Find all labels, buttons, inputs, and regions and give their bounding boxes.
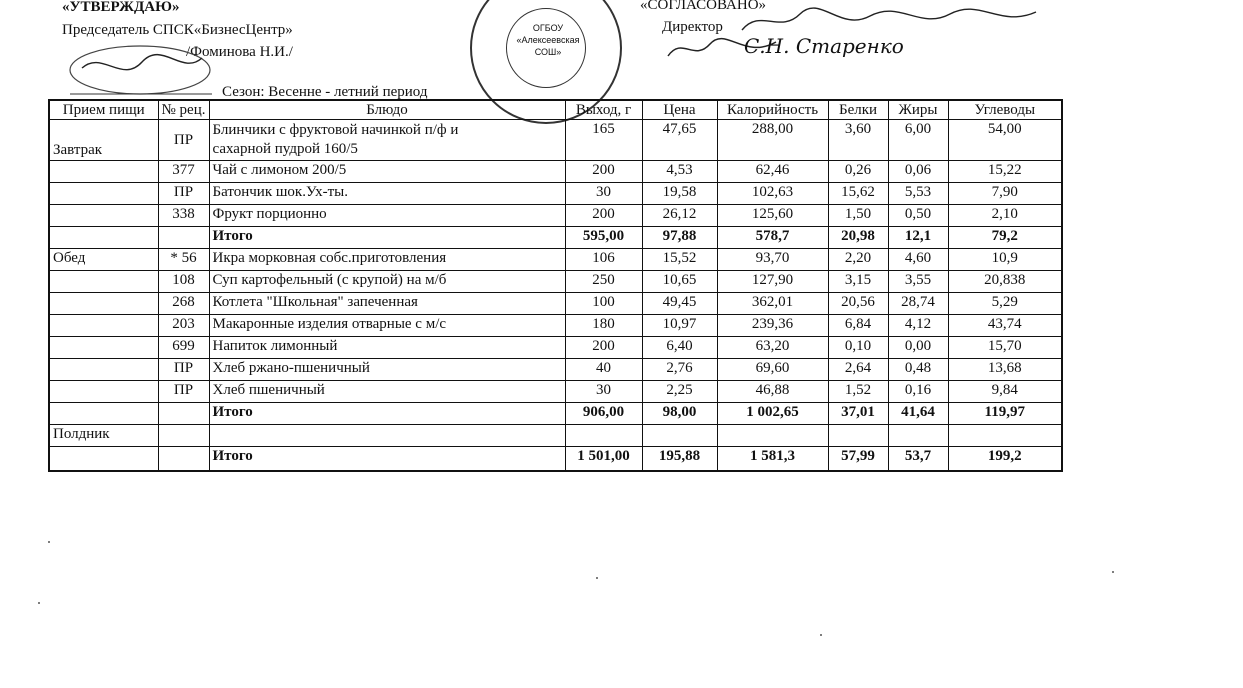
carbs-cell: 2,10: [948, 205, 1062, 227]
chairman-signature: [62, 40, 212, 96]
output-cell: 100: [565, 293, 642, 315]
director-label: Директор: [662, 19, 723, 35]
meal-label: Обед: [49, 249, 158, 271]
col-price: Цена: [642, 100, 717, 120]
table-row: [49, 359, 1062, 381]
carbs-cell: 15,22: [948, 161, 1062, 183]
table-row: [49, 337, 1062, 359]
col-fat: Жиры: [888, 100, 948, 120]
chairman-name: /Фоминова Н.И./: [186, 44, 293, 60]
agreed-title: «СОГЛАСОВАНО»: [640, 0, 767, 13]
carbs-cell: 15,70: [948, 337, 1062, 359]
total-label: Итого: [209, 403, 565, 425]
dish-cell: Суп картофельный (с крупой) на м/б: [209, 271, 565, 293]
price-cell: 10,65: [642, 271, 717, 293]
carbs-cell: 13,68: [948, 359, 1062, 381]
table-row: [49, 315, 1062, 337]
protein-cell: 2,20: [828, 249, 888, 271]
col-recipe: № рец.: [158, 100, 209, 120]
output-cell: 165: [565, 120, 642, 161]
protein-cell: 3,60: [828, 120, 888, 161]
recipe-cell: ПР: [158, 381, 209, 403]
protein-cell: 15,62: [828, 183, 888, 205]
scan-speck: [820, 634, 822, 636]
kcal-cell: 102,63: [717, 183, 828, 205]
output-cell: 30: [565, 183, 642, 205]
dish-cell: [209, 120, 565, 161]
scan-speck: [48, 541, 50, 543]
protein-cell: 1,50: [828, 205, 888, 227]
breakfast-total-row: [49, 227, 1062, 249]
kcal-cell: 239,36: [717, 315, 828, 337]
price-cell: 2,76: [642, 359, 717, 381]
protein-cell: 0,10: [828, 337, 888, 359]
protein-cell: 6,84: [828, 315, 888, 337]
fat-total: 41,64: [888, 403, 948, 425]
output-cell: 200: [565, 205, 642, 227]
kcal-cell: 46,88: [717, 381, 828, 403]
table-row: [49, 293, 1062, 315]
carbs-cell: 54,00: [948, 120, 1062, 161]
col-carbs: Углеводы: [948, 100, 1062, 120]
recipe-cell: ПР: [158, 120, 209, 161]
approve-title: «УТВЕРЖДАЮ»: [62, 0, 180, 15]
output-cell: 250: [565, 271, 642, 293]
carbs-total: 79,2: [948, 227, 1062, 249]
dish-cell: Котлета "Школьная" запеченная: [209, 293, 565, 315]
price-cell: 15,52: [642, 249, 717, 271]
protein-total: 57,99: [828, 447, 888, 471]
dish-cell: Макаронные изделия отварные с м/с: [209, 315, 565, 337]
director-name: С.Н. Старенко: [744, 34, 904, 58]
recipe-cell: 377: [158, 161, 209, 183]
table-row: [49, 381, 1062, 403]
meal-label: Полдник: [49, 425, 158, 447]
kcal-total: 1 002,65: [717, 403, 828, 425]
fat-cell: 5,53: [888, 183, 948, 205]
output-cell: 40: [565, 359, 642, 381]
protein-total: 37,01: [828, 403, 888, 425]
carbs-cell: 7,90: [948, 183, 1062, 205]
carbs-cell: 20,838: [948, 271, 1062, 293]
dish-cell: Напиток лимонный: [209, 337, 565, 359]
dish-cell: Икра морковная собс.приготовления: [209, 249, 565, 271]
kcal-cell: 362,01: [717, 293, 828, 315]
output-cell: 106: [565, 249, 642, 271]
recipe-cell: ПР: [158, 359, 209, 381]
output-total: 1 501,00: [565, 447, 642, 471]
dish-cell: Фрукт порционно: [209, 205, 565, 227]
kcal-cell: 63,20: [717, 337, 828, 359]
kcal-cell: 69,60: [717, 359, 828, 381]
scan-speck: [596, 577, 598, 579]
lunch-total-row: [49, 403, 1062, 425]
total-label: Итого: [209, 447, 565, 471]
fat-cell: 0,00: [888, 337, 948, 359]
table-header-row: [49, 100, 1062, 120]
col-output: Выход, г: [565, 100, 642, 120]
table-row: [49, 271, 1062, 293]
fat-cell: 4,60: [888, 249, 948, 271]
recipe-cell: 108: [158, 271, 209, 293]
price-cell: 26,12: [642, 205, 717, 227]
grand-total-row: [49, 447, 1062, 471]
fat-cell: 3,55: [888, 271, 948, 293]
recipe-cell: 268: [158, 293, 209, 315]
price-cell: 6,40: [642, 337, 717, 359]
fat-cell: 6,00: [888, 120, 948, 161]
fat-cell: 4,12: [888, 315, 948, 337]
fat-cell: 0,16: [888, 381, 948, 403]
price-cell: 10,97: [642, 315, 717, 337]
price-total: 98,00: [642, 403, 717, 425]
protein-cell: 0,26: [828, 161, 888, 183]
stamp-line-2: «Алексеевская: [516, 35, 580, 45]
protein-cell: 2,64: [828, 359, 888, 381]
table-row: [49, 425, 1062, 447]
table-row: [49, 161, 1062, 183]
kcal-cell: 93,70: [717, 249, 828, 271]
stamp-line-1: ОГБОУ: [532, 23, 564, 33]
fat-cell: 0,06: [888, 161, 948, 183]
table-row: [49, 120, 1062, 161]
dish-line-2: сахарной пудрой 160/5: [212, 141, 358, 157]
scan-speck: [1112, 571, 1114, 573]
dish-line-1: Блинчики с фруктовой начинкой п/ф и: [212, 122, 459, 138]
carbs-cell: 10,9: [948, 249, 1062, 271]
col-protein: Белки: [828, 100, 888, 120]
recipe-cell: 699: [158, 337, 209, 359]
fat-total: 53,7: [888, 447, 948, 471]
output-total: 595,00: [565, 227, 642, 249]
output-cell: 30: [565, 381, 642, 403]
table-row: [49, 205, 1062, 227]
fat-cell: 0,48: [888, 359, 948, 381]
table-row: [49, 183, 1062, 205]
menu-table: [48, 99, 1063, 472]
protein-cell: 20,56: [828, 293, 888, 315]
table-row: [49, 249, 1062, 271]
price-cell: 47,65: [642, 120, 717, 161]
recipe-cell: 338: [158, 205, 209, 227]
kcal-cell: 288,00: [717, 120, 828, 161]
price-total: 97,88: [642, 227, 717, 249]
output-cell: 200: [565, 337, 642, 359]
recipe-cell: * 56: [158, 249, 209, 271]
price-cell: 19,58: [642, 183, 717, 205]
kcal-cell: 127,90: [717, 271, 828, 293]
kcal-total: 1 581,3: [717, 447, 828, 471]
total-label: Итого: [209, 227, 565, 249]
fat-cell: 28,74: [888, 293, 948, 315]
dish-cell: Батончик шок.Ух-ты.: [209, 183, 565, 205]
kcal-total: 578,7: [717, 227, 828, 249]
col-meal: Прием пищи: [49, 100, 158, 120]
protein-cell: 1,52: [828, 381, 888, 403]
price-cell: 2,25: [642, 381, 717, 403]
carbs-cell: 9,84: [948, 381, 1062, 403]
output-cell: 200: [565, 161, 642, 183]
price-cell: 49,45: [642, 293, 717, 315]
output-cell: 180: [565, 315, 642, 337]
chairman-label: Председатель СПСК«БизнесЦентр»: [62, 22, 293, 38]
protein-total: 20,98: [828, 227, 888, 249]
carbs-cell: 43,74: [948, 315, 1062, 337]
carbs-cell: 5,29: [948, 293, 1062, 315]
protein-cell: 3,15: [828, 271, 888, 293]
output-total: 906,00: [565, 403, 642, 425]
dish-cell: Хлеб пшеничный: [209, 381, 565, 403]
dish-cell: Хлеб ржано-пшеничный: [209, 359, 565, 381]
stamp-line-3: СОШ»: [534, 47, 562, 57]
price-cell: 4,53: [642, 161, 717, 183]
price-total: 195,88: [642, 447, 717, 471]
meal-label: Завтрак: [49, 120, 158, 161]
fat-total: 12,1: [888, 227, 948, 249]
recipe-cell: ПР: [158, 183, 209, 205]
season-label: Сезон: Весенне - летний период: [222, 84, 428, 100]
kcal-cell: 125,60: [717, 205, 828, 227]
scan-speck: [38, 602, 40, 604]
fat-cell: 0,50: [888, 205, 948, 227]
col-dish: Блюдо: [209, 100, 565, 120]
col-kcal: Калорийность: [717, 100, 828, 120]
carbs-total: 199,2: [948, 447, 1062, 471]
dish-cell: Чай с лимоном 200/5: [209, 161, 565, 183]
recipe-cell: 203: [158, 315, 209, 337]
kcal-cell: 62,46: [717, 161, 828, 183]
carbs-total: 119,97: [948, 403, 1062, 425]
